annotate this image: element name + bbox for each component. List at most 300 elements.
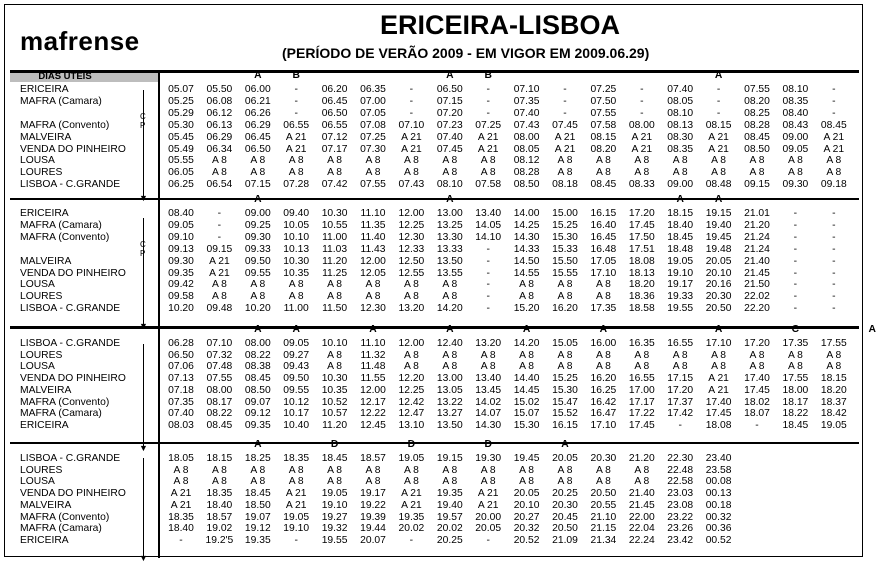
arrow-down-icon: ▼ xyxy=(139,193,148,203)
stop-name: MAFRA (Convento) xyxy=(20,396,110,408)
departure-time: 19.40 xyxy=(436,499,463,511)
departure-time: 20.30 xyxy=(552,499,578,511)
departure-time: - xyxy=(294,95,298,107)
cp-mark: C P xyxy=(140,240,146,258)
departure-time: A 8 xyxy=(365,464,381,476)
departure-time: A 21 xyxy=(708,373,729,385)
service-note: A xyxy=(254,70,262,81)
departure-time: 10.35 xyxy=(283,267,310,279)
departure-time: 07.18 xyxy=(168,384,194,396)
departure-time: 11.20 xyxy=(322,255,348,267)
departure-time: 09.07 xyxy=(244,396,271,408)
service-note: D xyxy=(330,439,339,450)
departure-time: 07.40 xyxy=(513,107,540,119)
departure-time: 09.30 xyxy=(782,179,809,191)
departure-time: A 8 xyxy=(327,279,343,291)
departure-time: A 8 xyxy=(634,464,650,476)
departure-time: 19.35 xyxy=(436,488,463,500)
departure-time: A 8 xyxy=(403,349,419,361)
departure-time: 21.20 xyxy=(744,219,770,231)
departure-time: 09.15 xyxy=(744,179,770,191)
departure-time: 20.30 xyxy=(705,291,732,303)
departure-time: A 8 xyxy=(557,349,573,361)
departure-time: - xyxy=(217,208,222,219)
departure-time: 12.22 xyxy=(360,408,386,420)
departure-time: 18.02 xyxy=(744,396,770,408)
departure-time: 08.50 xyxy=(744,143,770,155)
departure-time: A 8 xyxy=(211,279,227,291)
departure-time: 07.10 xyxy=(398,119,425,131)
departure-time: - xyxy=(486,291,490,303)
departure-time: A 8 xyxy=(442,155,458,167)
departure-time: 09.00 xyxy=(782,131,809,143)
departure-time: A 8 xyxy=(634,155,650,167)
service-note: A xyxy=(254,194,262,205)
stop-name: VENDA DO PINHEIRO xyxy=(20,267,126,279)
departure-time: 16.45 xyxy=(590,231,617,243)
stop-name: VENDA DO PINHEIRO xyxy=(20,143,126,155)
departure-time: 17.17 xyxy=(628,396,655,408)
departure-time: 16.48 xyxy=(590,243,617,255)
departure-time: 13.40 xyxy=(475,208,502,219)
departure-time: A 8 xyxy=(442,279,458,291)
departure-time: 19.05 xyxy=(820,419,847,431)
departure-time: 14.55 xyxy=(513,267,540,279)
departure-time: - xyxy=(563,95,567,107)
service-note: A xyxy=(522,324,531,335)
departure-time: A 21 xyxy=(170,499,192,511)
departure-time: A 21 xyxy=(401,499,422,511)
departure-time: 07.58 xyxy=(590,119,617,131)
departure-time: - xyxy=(217,219,222,231)
departure-time: 20.16 xyxy=(705,279,732,291)
departure-time: - xyxy=(793,255,798,267)
departure-time: 08.50 xyxy=(513,179,540,191)
departure-time: A 8 xyxy=(519,349,535,361)
departure-time: 07.25 xyxy=(475,119,502,131)
departure-time: 08.50 xyxy=(244,384,271,396)
departure-time: 09.13 xyxy=(168,243,194,255)
departure-time: 18.05 xyxy=(168,453,194,464)
departure-time: 07.05 xyxy=(360,107,386,119)
departure-time: - xyxy=(486,279,490,291)
departure-time: 11.00 xyxy=(283,303,309,315)
departure-time: 20.25 xyxy=(552,488,578,500)
departure-time: 15.02 xyxy=(513,396,540,408)
departure-time: 05.50 xyxy=(206,84,233,95)
departure-time: 18.36 xyxy=(628,291,655,303)
service-note: A xyxy=(369,324,377,335)
departure-time: A 21 xyxy=(209,267,230,279)
departure-time: 17.10 xyxy=(705,338,732,349)
departure-time: - xyxy=(179,534,183,546)
departure-time: 12.00 xyxy=(398,338,425,349)
departure-time: 20.45 xyxy=(552,511,578,523)
departure-time: 17.45 xyxy=(628,419,655,431)
departure-time: 12.00 xyxy=(360,255,386,267)
departure-time: - xyxy=(793,243,798,255)
departure-time: A 8 xyxy=(442,464,458,476)
departure-time: 22.00 xyxy=(628,511,655,523)
departure-time: A 21 xyxy=(285,143,307,155)
departure-time: 10.35 xyxy=(321,384,348,396)
departure-time: 18.37 xyxy=(820,396,847,408)
departure-time: 10.30 xyxy=(321,208,348,219)
departure-time: - xyxy=(793,208,798,219)
departure-time: - xyxy=(640,95,644,107)
departure-time: A 8 xyxy=(519,279,535,291)
departure-time: 07.10 xyxy=(513,84,540,95)
departure-time: 17.40 xyxy=(744,373,770,385)
departure-time: A 21 xyxy=(209,255,230,267)
departure-time: 20.25 xyxy=(436,534,463,546)
departure-time: 08.45 xyxy=(590,179,617,191)
departure-time: 07.42 xyxy=(321,179,348,191)
departure-time: 08.15 xyxy=(705,119,732,131)
stop-name: MALVEIRA xyxy=(20,499,72,511)
departure-time: 17.05 xyxy=(590,255,617,267)
departure-time: 14.05 xyxy=(475,219,502,231)
departure-time: 20.00 xyxy=(475,511,502,523)
departure-time: 12.55 xyxy=(398,267,425,279)
departure-time: A 21 xyxy=(823,131,845,143)
departure-time: 16.55 xyxy=(628,373,655,385)
departure-time: 16.15 xyxy=(590,208,617,219)
departure-time: 08.20 xyxy=(590,143,617,155)
departure-time: 13.25 xyxy=(436,219,463,231)
departure-time: 17.35 xyxy=(782,338,809,349)
stop-name: LOUSA xyxy=(20,361,55,373)
departure-time: 20.50 xyxy=(590,488,617,500)
departure-time: 17.10 xyxy=(590,267,617,279)
departure-time: 11.03 xyxy=(322,243,348,255)
departure-time: A 21 xyxy=(708,131,729,143)
departure-time: 19.10 xyxy=(321,499,348,511)
departure-time: 19.02 xyxy=(206,523,233,535)
departure-time: 05.49 xyxy=(168,143,194,155)
departure-time: 11.55 xyxy=(360,373,386,385)
departure-time: A 8 xyxy=(826,155,842,167)
arrow-down-icon: ▼ xyxy=(139,443,148,453)
departure-time: 19.22 xyxy=(360,499,386,511)
departure-time: 00.13 xyxy=(705,488,732,500)
departure-time: 13.50 xyxy=(436,255,463,267)
departure-time: 20.55 xyxy=(590,499,617,511)
departure-time: 19.55 xyxy=(667,303,694,315)
departure-time: 18.22 xyxy=(782,408,809,420)
departure-time: 19.39 xyxy=(360,511,386,523)
departure-time: 17.20 xyxy=(667,384,694,396)
departure-time: 08.48 xyxy=(705,179,732,191)
departure-time: A 8 xyxy=(595,167,611,179)
departure-time: 08.22 xyxy=(244,349,271,361)
departure-time: 15.05 xyxy=(552,338,578,349)
departure-time: A 8 xyxy=(327,291,343,303)
departure-time: 17.42 xyxy=(667,408,694,420)
departure-time: 18.57 xyxy=(360,453,386,464)
departure-time: 21.45 xyxy=(628,499,655,511)
departure-time: 20.50 xyxy=(552,523,578,535)
departure-time: A 8 xyxy=(519,361,535,373)
departure-time: A 8 xyxy=(403,155,419,167)
departure-time: A 8 xyxy=(288,476,304,488)
departure-time: A 8 xyxy=(557,476,573,488)
departure-time: A 8 xyxy=(595,279,611,291)
departure-time: - xyxy=(832,84,836,95)
departure-time: A 8 xyxy=(327,167,343,179)
direction-arrow xyxy=(143,344,144,448)
departure-time: 10.57 xyxy=(321,408,348,420)
departure-time: 05.29 xyxy=(168,107,194,119)
departure-time: A 8 xyxy=(442,349,458,361)
departure-time: 12.00 xyxy=(360,384,386,396)
departure-time: A 8 xyxy=(595,476,611,488)
departure-time: A 8 xyxy=(595,155,611,167)
departure-time: 17.10 xyxy=(590,419,617,431)
departure-time: 12.40 xyxy=(436,338,463,349)
departure-time: 10.17 xyxy=(283,408,310,420)
service-note: C xyxy=(791,324,800,335)
arrow-down-icon: ▼ xyxy=(139,553,148,563)
departure-time: 10.30 xyxy=(321,373,348,385)
page-title: ERICEIRA-LISBOA xyxy=(380,10,621,40)
departure-time: 20.02 xyxy=(398,523,425,535)
departure-time: 17.20 xyxy=(628,208,655,219)
departure-time: 12.25 xyxy=(398,384,425,396)
departure-time: - xyxy=(486,243,490,255)
departure-time: 18.07 xyxy=(744,408,770,420)
departure-time: 21.50 xyxy=(744,279,770,291)
departure-time: A 8 xyxy=(250,167,266,179)
departure-time: 16.15 xyxy=(552,419,578,431)
departure-time: 00.36 xyxy=(705,523,732,535)
departure-time: 06.20 xyxy=(321,84,348,95)
departure-time: 08.18 xyxy=(552,179,578,191)
departure-time: A 21 xyxy=(631,131,653,143)
departure-time: A 8 xyxy=(211,291,227,303)
departure-time: 09.30 xyxy=(168,255,194,267)
departure-time: A 8 xyxy=(557,167,573,179)
departure-time: 11.20 xyxy=(322,419,348,431)
departure-time: 06.45 xyxy=(244,131,271,143)
departure-time: 07.45 xyxy=(552,119,578,131)
departure-time: - xyxy=(832,267,836,279)
departure-time: 16.42 xyxy=(590,396,617,408)
departure-time: A 8 xyxy=(557,464,573,476)
departure-time: 13.40 xyxy=(475,373,502,385)
departure-time: 14.45 xyxy=(513,384,540,396)
departure-time: 09.05 xyxy=(283,338,310,349)
departure-time: A 8 xyxy=(557,291,573,303)
departure-time: 21.40 xyxy=(628,488,655,500)
departure-time: 07.50 xyxy=(590,95,617,107)
departure-time: 07.55 xyxy=(206,373,233,385)
departure-time: 07.20 xyxy=(436,107,463,119)
departure-time: 17.55 xyxy=(782,373,809,385)
departure-time: 08.17 xyxy=(206,396,233,408)
departure-time: 20.30 xyxy=(590,453,617,464)
stop-name: LOURES xyxy=(20,464,63,476)
departure-time: A 8 xyxy=(672,167,688,179)
departure-time: 09.12 xyxy=(244,408,271,420)
departure-time: A 8 xyxy=(480,155,496,167)
departure-time: 09.43 xyxy=(283,361,310,373)
departure-time: 09.33 xyxy=(244,243,271,255)
departure-time: 11.10 xyxy=(360,208,386,219)
departure-time: A 8 xyxy=(327,464,343,476)
departure-time: 19.30 xyxy=(475,453,502,464)
departure-time: A 21 xyxy=(823,143,845,155)
departure-time: 09.25 xyxy=(244,219,271,231)
departure-time: 19.44 xyxy=(360,523,386,535)
departure-time: A 8 xyxy=(749,167,765,179)
departure-time: A 8 xyxy=(288,464,304,476)
departure-time: 19.45 xyxy=(705,231,732,243)
departure-time: 08.30 xyxy=(667,131,694,143)
departure-time: 11.00 xyxy=(322,231,348,243)
departure-time: 19.35 xyxy=(244,534,271,546)
departure-time: 11.32 xyxy=(360,349,386,361)
departure-time: A 8 xyxy=(749,361,765,373)
departure-time: 05.25 xyxy=(168,95,194,107)
service-note: A xyxy=(254,439,262,450)
departure-time: 22.04 xyxy=(628,523,655,535)
departure-time: 20.02 xyxy=(436,523,463,535)
departure-time: 07.15 xyxy=(436,95,463,107)
day-type-label: DIAS ÚTEIS xyxy=(38,71,92,82)
departure-time: A 8 xyxy=(365,279,381,291)
departure-time: - xyxy=(486,267,490,279)
departure-time: A 8 xyxy=(480,476,496,488)
departure-time: 00.52 xyxy=(705,534,732,546)
departure-time: A 21 xyxy=(285,131,307,143)
departure-time: 06.54 xyxy=(206,179,233,191)
departure-time: 08.05 xyxy=(513,143,540,155)
departure-time: 20.52 xyxy=(513,534,540,546)
departure-time: 08.35 xyxy=(667,143,694,155)
departure-time: 07.28 xyxy=(283,179,310,191)
departure-time: 18.08 xyxy=(628,255,655,267)
stop-name: VENDA DO PINHEIRO xyxy=(20,373,126,385)
departure-time: 15.50 xyxy=(552,255,578,267)
departure-time: A 8 xyxy=(288,155,304,167)
service-note: A xyxy=(599,324,608,335)
service-note: A xyxy=(676,194,684,205)
departure-time: 10.30 xyxy=(283,255,310,267)
departure-time: 19.17 xyxy=(360,488,386,500)
departure-time: 08.45 xyxy=(244,373,271,385)
departure-time: 08.15 xyxy=(590,131,617,143)
departure-time: 22.02 xyxy=(744,291,770,303)
departure-time: 09.40 xyxy=(283,208,310,219)
direction-arrow xyxy=(143,218,144,326)
departure-time: 15.30 xyxy=(513,419,540,431)
departure-time: A 21 xyxy=(477,143,499,155)
stop-column-divider xyxy=(158,70,160,558)
departure-time: 16.47 xyxy=(590,408,617,420)
departure-time: 13.10 xyxy=(398,419,425,431)
service-note: A xyxy=(868,324,876,335)
stop-name: LOUSA xyxy=(20,155,55,167)
departure-time: 10.13 xyxy=(283,243,310,255)
departure-time: 07.40 xyxy=(667,84,694,95)
departure-time: A 8 xyxy=(557,361,573,373)
departure-time: A 8 xyxy=(173,476,189,488)
departure-time: 08.10 xyxy=(667,107,694,119)
departure-time: 06.21 xyxy=(244,95,271,107)
departure-time: 19.48 xyxy=(705,243,732,255)
departure-time: 20.27 xyxy=(513,511,540,523)
departure-time: 09.42 xyxy=(168,279,194,291)
departure-time: 22.30 xyxy=(667,453,694,464)
departure-time: 23.40 xyxy=(705,453,732,464)
departure-time: A 8 xyxy=(826,349,842,361)
departure-time: 15.52 xyxy=(552,408,578,420)
departure-time: - xyxy=(832,291,836,303)
departure-time: 00.32 xyxy=(705,511,732,523)
departure-time: A 8 xyxy=(557,279,573,291)
departure-time: A 8 xyxy=(711,155,727,167)
departure-time: 11.10 xyxy=(360,338,386,349)
departure-time: 13.45 xyxy=(475,384,502,396)
departure-time: 20.32 xyxy=(513,523,540,535)
departure-time: 07.30 xyxy=(360,143,386,155)
departure-time: 08.05 xyxy=(667,95,694,107)
departure-time: 07.35 xyxy=(513,95,540,107)
departure-time: A 8 xyxy=(211,155,227,167)
departure-time: 07.06 xyxy=(168,361,194,373)
departure-time: 11.50 xyxy=(322,303,348,315)
departure-time: A 8 xyxy=(787,349,803,361)
departure-time: - xyxy=(793,291,798,303)
departure-time: 20.50 xyxy=(705,303,732,315)
departure-time: 18.48 xyxy=(667,243,694,255)
stop-name: LISBOA - C.GRANDE xyxy=(20,338,121,349)
departure-time: 08.00 xyxy=(206,384,233,396)
departure-time: 16.35 xyxy=(628,338,655,349)
departure-time: - xyxy=(832,107,836,119)
departure-time: 09.00 xyxy=(667,179,694,191)
stop-name: LOURES xyxy=(20,349,63,361)
departure-time: 08.40 xyxy=(168,208,194,219)
departure-time: 06.50 xyxy=(244,143,271,155)
departure-time: A 8 xyxy=(365,476,381,488)
departure-time: 19.10 xyxy=(283,523,310,535)
departure-time: 10.05 xyxy=(283,219,310,231)
departure-time: A 8 xyxy=(442,361,458,373)
departure-time: 18.00 xyxy=(782,384,809,396)
departure-time: 06.00 xyxy=(244,84,271,95)
departure-time: 12.30 xyxy=(398,231,425,243)
departure-time: A 21 xyxy=(708,384,729,396)
departure-time: 07.15 xyxy=(244,179,271,191)
departure-time: A 21 xyxy=(401,488,422,500)
departure-time: 10.20 xyxy=(168,303,194,315)
departure-time: 08.45 xyxy=(820,119,847,131)
departure-time: 22.24 xyxy=(628,534,655,546)
departure-time: A 21 xyxy=(401,143,422,155)
departure-time: 18.40 xyxy=(667,219,694,231)
departure-time: 13.30 xyxy=(436,231,463,243)
departure-time: 15.47 xyxy=(552,396,578,408)
departure-time: 07.23 xyxy=(436,119,463,131)
departure-time: 06.55 xyxy=(321,119,348,131)
departure-time: A 21 xyxy=(285,499,307,511)
departure-time: - xyxy=(832,243,836,255)
departure-time: A 8 xyxy=(211,476,227,488)
departure-time: A 8 xyxy=(711,167,727,179)
departure-time: A 21 xyxy=(631,143,653,155)
